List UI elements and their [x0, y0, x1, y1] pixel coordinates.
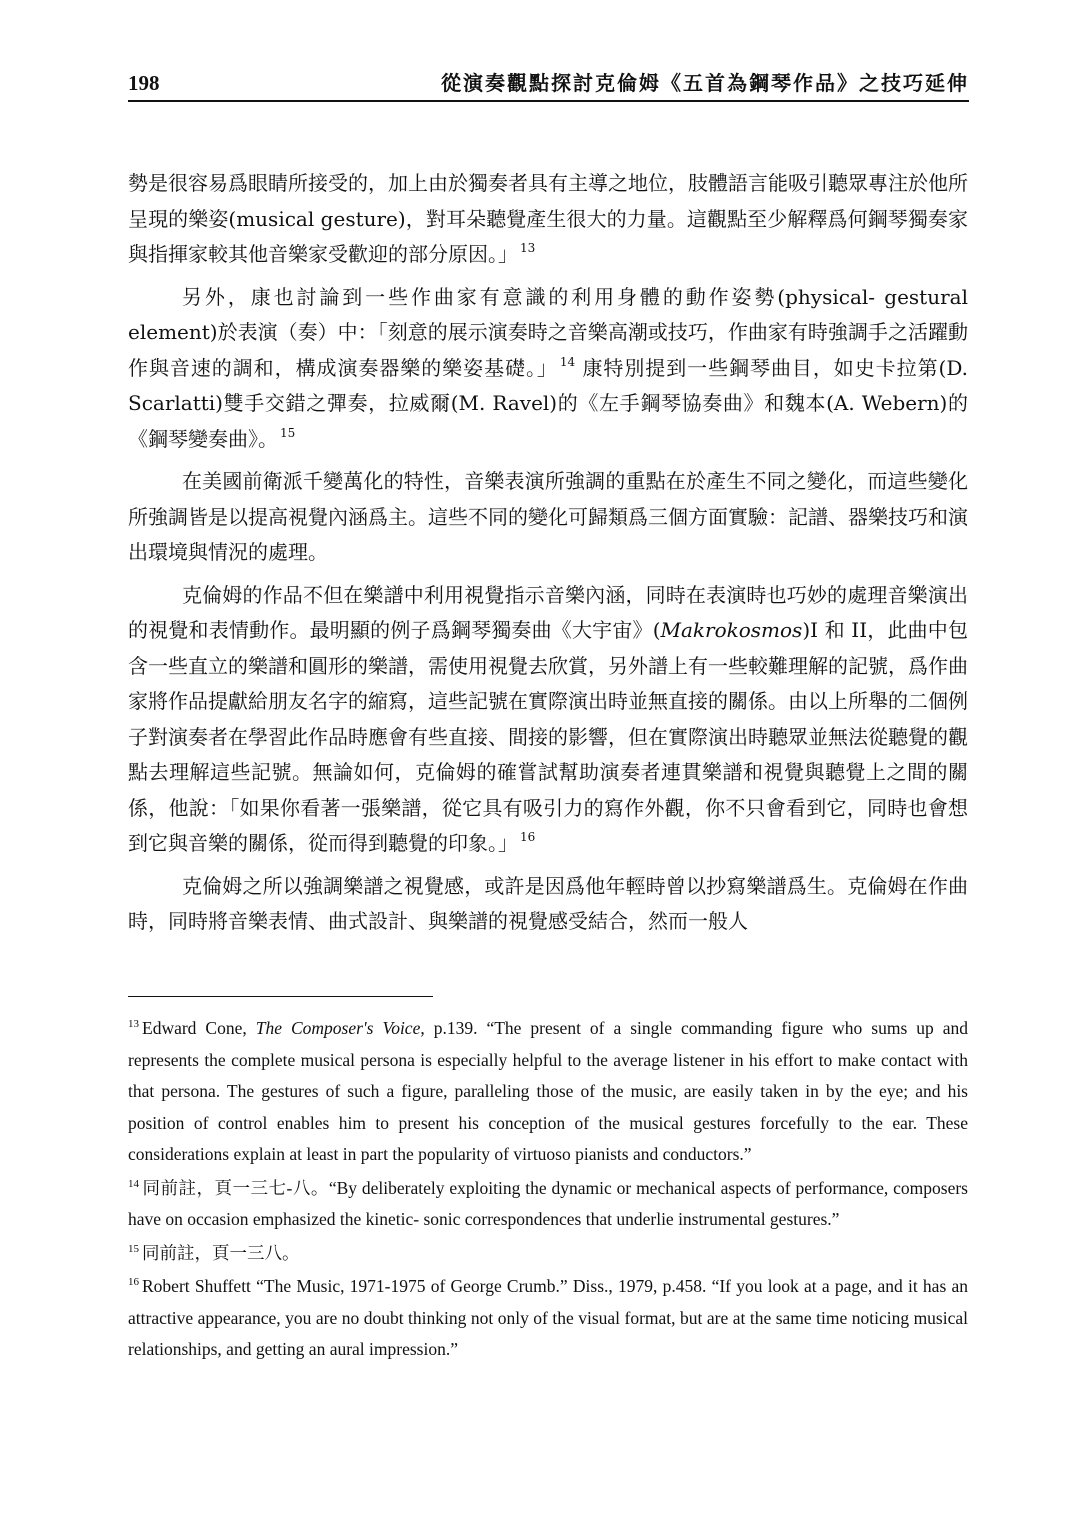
paragraph-2 [128, 280, 968, 458]
paragraph-5-text: 克倫姆之所以強調樂譜之視覺感，或許是因爲他年輕時曾以抄寫樂譜爲生。克倫姆在作曲時，同時將音樂表情、曲式設計、與樂譜的視覺感受結合，然而一般人 [128, 873, 968, 933]
paragraph-4-text-b: )I 和 II，此曲中包含一些直立的樂譜和圓形的樂譜，需使用視覺去欣賞，另外譜上有一些較難理解的記號，爲作曲家將作品提獻給朋友名字的縮寫，這些記號在實際演出時並無直接的關係。由以上所舉的二個例子對演奏者在學習此作品時應會有些直接、間接的影響，但在實際演出時聽眾並無法從聽覺的觀點去理解這些記號。無論如何，克倫姆的確嘗試幫助演奏者連貫樂譜和視覺與聽覺上之間的關係，他說：「如果你看著一張樂譜，從它具有吸引力的寫作外觀，你不只會看到它，同時也會想到它與音樂的關係，從而得到聽覺的印象。」 [128, 618, 968, 855]
footnote-13 [128, 1013, 968, 1171]
footnote-separator [128, 996, 433, 997]
paragraph-2-text-b: 康特別提到一些鋼琴曲目，如史卡拉第(D. Scarlatti)雙手交錯之彈奏，拉威爾(M. Ravel)的《左手鋼琴協奏曲》和魏本(A. Webern)的《鋼琴變奏曲》。 [128, 355, 968, 451]
footnote-text: 同前註，頁一三八。 [142, 1242, 300, 1263]
paragraph-3-text: 在美國前衛派千變萬化的特性，音樂表演所強調的重點在於產生不同之變化，而這些變化所強調皆是以提高視覺內涵爲主。這些不同的變化可歸類爲三個方面實驗：記譜、器樂技巧和演出環境與情況的處理。 [128, 469, 968, 564]
paragraph-5 [128, 869, 968, 940]
footnote-italic-title: The Composer's Voice [255, 1018, 421, 1038]
footnote-15 [128, 1238, 968, 1270]
paragraph-2-text-a: 另外，康也討論到一些作曲家有意識的利用身體的動作姿勢(physical- gestural element)於表演（奏）中：「刻意的展示演奏時之音樂高潮或技巧，作曲家有時強調手之活躍動作與音速的調和，構成演奏器樂的樂姿基礎。」 [128, 284, 968, 380]
footnote-ref-15[interactable]: 15 [280, 425, 296, 440]
running-header [128, 66, 969, 96]
footnote-text: , p.139. “The present of a single commanding figure who sums up and represents the complete musical persona is especially helpful to the average listener in his effort to make contact with that persona. The gestures of such a figure, paralleling those of the music, are easily taken in by the eye; and his position of control enables him to present his conception of the musical gestures forcefully to the ear. These considerations explain at least in part the popularity of virtuoso pianists and conductors.” [128, 1018, 968, 1164]
footnote-text: Robert Shuffett “The Music, 1971-1975 of George Crumb.” Diss., 1979, p.458. “If you look at a page, and it has an attractive appearance, you are no doubt thinking not only of the visual format, but are at the same time noticing musical relationships, and getting an aural impression.” [128, 1276, 968, 1359]
footnote-ref-14[interactable]: 14 [559, 354, 576, 369]
footnote-number: 16 [128, 1276, 139, 1288]
paragraph-3 [128, 464, 968, 571]
footnote-text: 同前註，頁一三七-八。“By deliberately exploiting the dynamic or mechanical aspects of performance, composers have on occasion emphasized the kinetic- sonic correspondences that underlie instrumental gestures.” [128, 1177, 968, 1229]
paragraph-4 [128, 578, 968, 862]
page-number: 198 [128, 71, 160, 95]
footnotes [128, 1013, 968, 1366]
paragraph-4-text-a: 克倫姆的作品不但在樂譜中利用視覺指示音樂內涵，同時在表演時也巧妙的處理音樂演出的視覺和表情動作。最明顯的例子爲鋼琴獨奏曲《大宇宙》( [128, 582, 968, 642]
work-title-italic: Makrokosmos [660, 618, 803, 642]
footnote-ref-13[interactable]: 13 [520, 241, 536, 255]
footnote-14 [128, 1173, 968, 1236]
running-title: 從演奏觀點探討克倫姆《五首為鋼琴作品》之技巧延伸 [441, 71, 969, 95]
footnote-number: 15 [128, 1242, 139, 1255]
paragraph-1-text: 勢是很容易爲眼睛所接受的，加上由於獨奏者具有主導之地位，肢體語言能吸引聽眾專注於他所呈現的樂姿(musical gesture)，對耳朵聽覺產生很大的力量。這觀點至少解釋爲何鋼琴獨奏家與指揮家較其他音樂家受歡迎的部分原因。」 [128, 171, 968, 266]
footnote-text: Edward Cone, [142, 1018, 256, 1038]
body-text [128, 166, 968, 940]
paragraph-1 [128, 166, 968, 273]
header-rule [128, 100, 969, 102]
footnote-number: 14 [128, 1177, 139, 1190]
footnote-number: 13 [128, 1018, 139, 1030]
footnote-16 [128, 1271, 968, 1366]
footnote-ref-16[interactable]: 16 [520, 830, 536, 844]
